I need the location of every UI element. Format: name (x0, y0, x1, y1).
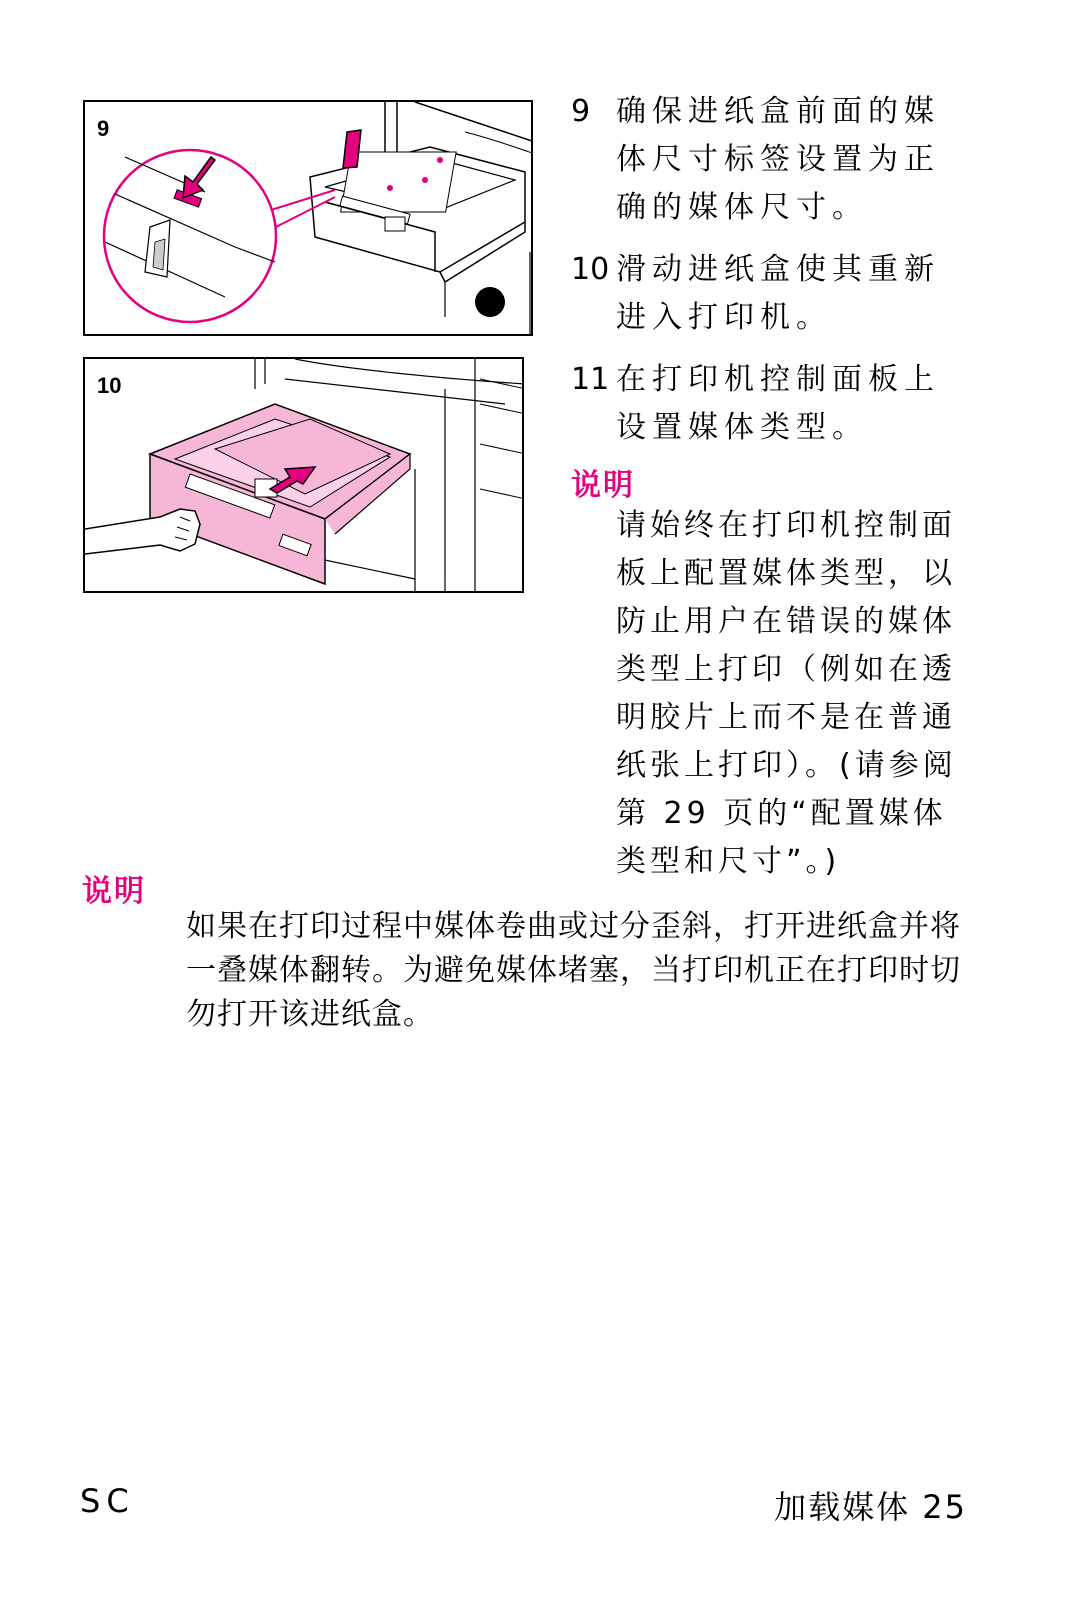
step-number: 9 (571, 94, 591, 129)
figure-number: 10 (97, 373, 122, 398)
note-text: 如果在打印过程中媒体卷曲或过分歪斜，打开进纸盒并将一叠媒体翻转。为避免媒体堵塞，当打印机正在打印时切勿打开该进纸盒。 (186, 909, 961, 1032)
step-text: 确保进纸盒前面的媒体尺寸标签设置为正确的媒体尺寸。 (616, 94, 940, 225)
tray-size-label-illustration (85, 102, 533, 336)
note-label: 说明 (571, 468, 635, 503)
step-text: 在打印机控制面板上设置媒体类型。 (616, 362, 940, 445)
note-label: 说明 (82, 874, 146, 909)
step-11 (571, 356, 971, 452)
slide-tray-illustration (85, 359, 524, 593)
instruction-steps (571, 88, 971, 466)
footer-section-page: 加载媒体 25 (774, 1488, 967, 1526)
step-10 (571, 246, 971, 342)
step-text: 滑动进纸盒使其重新进入打印机。 (616, 252, 940, 335)
note-text: 请始终在打印机控制面板上配置媒体类型，以防止用户在错误的媒体类型上打印（例如在透明胶片上而不是在普通纸张上打印）。(请参阅第 29 页的“配置媒体类型和尺寸”。) (616, 508, 957, 879)
step-number: 11 (571, 362, 610, 397)
footer-language-code: SC (80, 1482, 135, 1520)
figure-number: 9 (97, 116, 110, 141)
step-9 (571, 88, 971, 232)
step-number: 10 (571, 252, 610, 287)
figure-9-tray-size-label (83, 100, 533, 336)
figure-10-slide-tray-in (83, 357, 524, 593)
